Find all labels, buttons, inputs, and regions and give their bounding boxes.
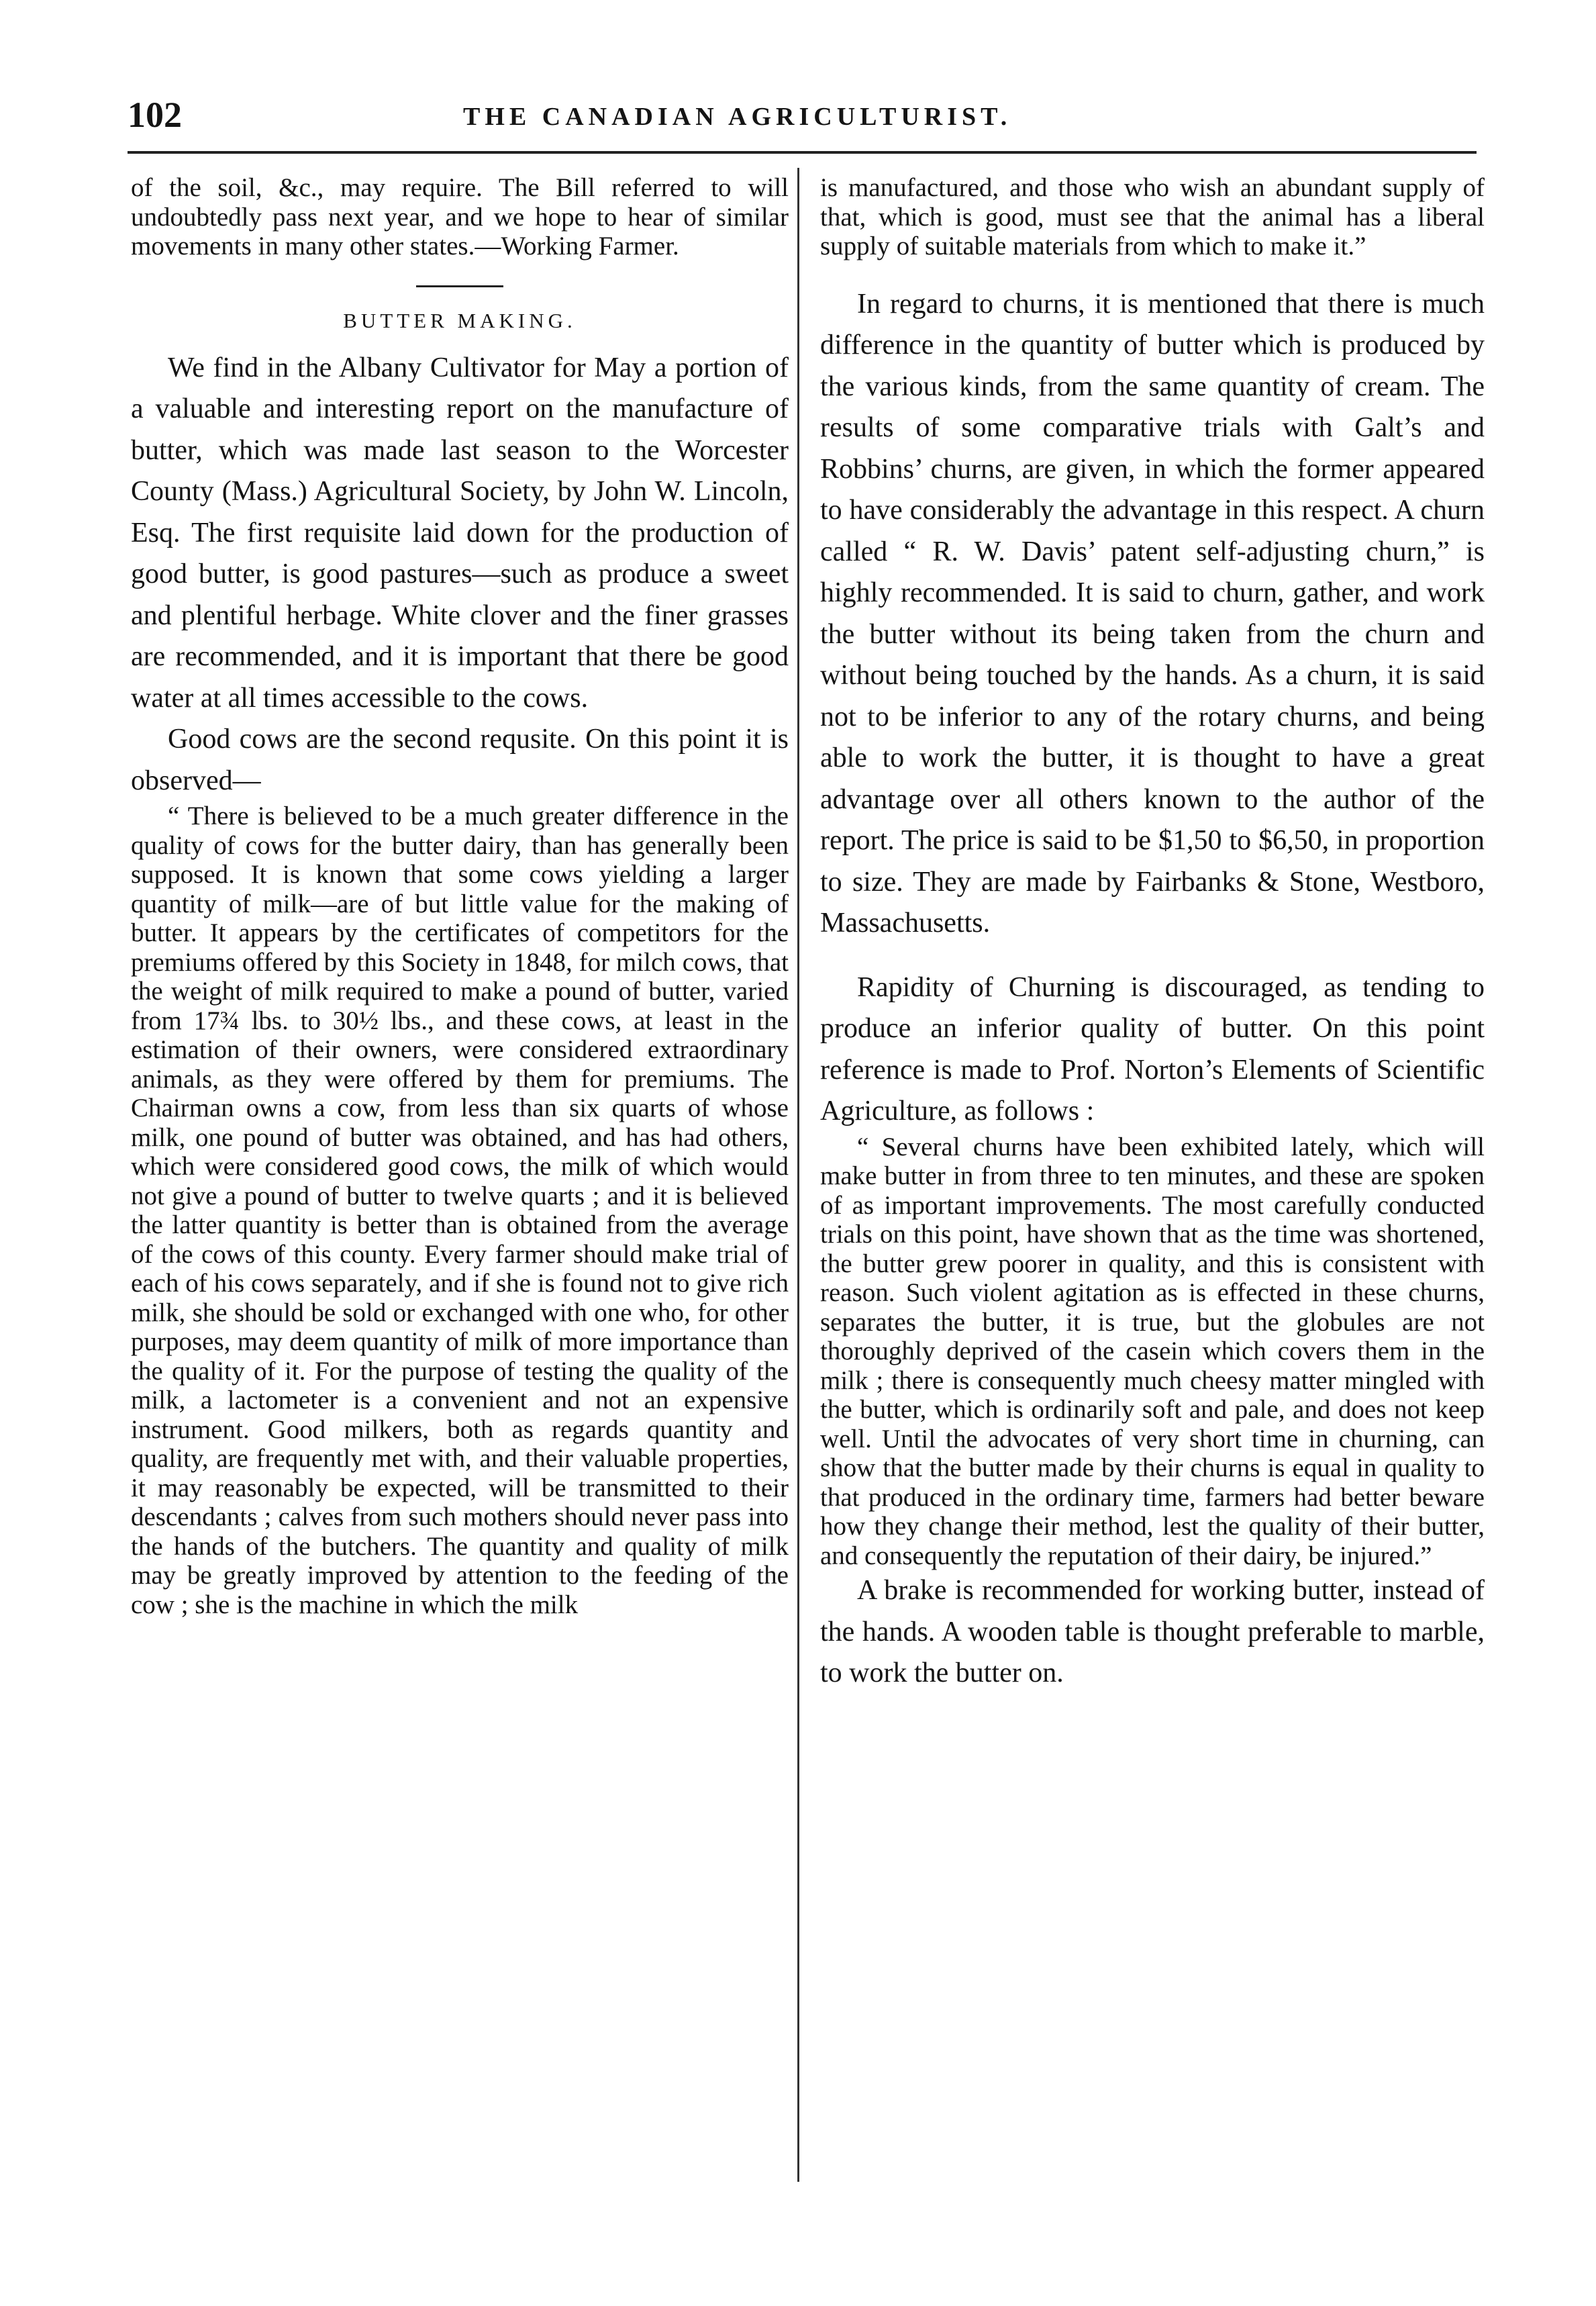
quote-cows: “ There is believed to be a much greater difference in the quality of cows for the butter dairy, than has generally been supposed. It is known that some cows yielding a larger quantity of milk—are of but little value for the making of butter. It appears by the certificates of competitors for the premiums offered by this Society in 1848, for milch cows, that the weight of milk required to make a pound of butter, varied from 17¾ lbs. to 30½ lbs., and these cows, at least in the estimation of their owners, were considered extraordinary animals, as they were offered by them for premiums. The Chairman owns a cow, from less than six quarts of whose milk, one pound of butter was obtained, and has had others, which were considered good cows, the milk of which would not give a pound of butter to twelve quarts ; and it is believed the latter quantity is better than is obtained from the average of the cows of this county. Every farmer should make trial of each of his cows separately, and if she is found not to give rich milk, she should be sold or exchanged with one who, for other purposes, may deem quantity of milk of more importance than the quality of it. For the purpose of testing the quality of the milk, a lactometer is a convenient and not an expensive instrument. Good milkers, both as regards quantity and quality, are frequently met with, and their valuable properties, it may reasonably be expected, will be transmitted to their descendants ; calves from such mothers should never pass into the hands of the butchers. The quantity and quality of milk may be greatly improved by attention to the feeding of the cow ; she is the machine in which the milk bbox=[131, 802, 789, 1619]
right-column bbox=[820, 173, 1485, 1694]
paragraph-manufactured: is manufactured, and those who wish an abundant supply of that, which is good, must see that the animal has a liberal supply of suitable materials from which to make it.” bbox=[820, 173, 1485, 260]
section-heading: BUTTER MAKING. bbox=[343, 308, 577, 332]
left-column bbox=[131, 173, 789, 1619]
paragraph-rapidity: Rapidity of Churning is discouraged, as tending to produce an inferior quality of butter. On this point reference is made to Prof. Norton’s Elements of Scientific Agriculture, as follows : bbox=[820, 971, 1485, 1126]
page-number: 102 bbox=[128, 95, 182, 135]
paragraph-working-farmer: of the soil, &c., may require. The Bill referred to will undoubtedly pass next year, and we hope to hear of similar movements in many other states.—Working Farmer. bbox=[131, 173, 789, 260]
paragraph-brake: A brake is recommended for working butter, instead of the hands. A wooden table is thought preferable to marble, to work the butter on. bbox=[820, 1575, 1485, 1688]
section-rule bbox=[416, 285, 503, 287]
paragraph-good-cows: Good cows are the second requsite. On this point it is observed— bbox=[131, 724, 789, 796]
paragraph-albany-cultivator: We find in the Albany Cultivator for May a portion of a valuable and interesting report on the manufacture of butter, which was made last season to the Worcester County (Mass.) Agricultural Society, by John W. Lincoln, Esq. The first requisite laid down for the production of good butter, is good pastures—such as produce a sweet and plentiful herbage. White clover and the finer grasses are recommended, and it is important that there be good water at all times accessible to the cows. bbox=[131, 352, 789, 714]
quote-norton: “ Several churns have been exhibited lately, which will make butter in from three to ten minutes, and these are spoken of as important improvements. The most carefully conducted trials on this point, have shown that as the time was shortened, the butter grew poorer in quality, and this is consistent with reason. Such violent agitation as is effected in these churns, separates the butter, it is true, but the globules are not thoroughly deprived of the casein which covers them in the milk ; there is consequently much cheesy matter mingled with the butter, which is ordinarily soft and pale, and does not keep well. Until the advocates of very short time in churning, can show that the butter made by their churns is equal in quality to that produced in the ordinary time, farmers had better beware how they change their method, lest the quality of their butter, and consequently the reputation of their dairy, be injured.” bbox=[820, 1132, 1485, 1570]
running-title: THE CANADIAN AGRICULTURIST. bbox=[463, 103, 1012, 131]
column-divider bbox=[797, 168, 799, 2182]
header-rule bbox=[128, 151, 1477, 154]
paragraph-churns: In regard to churns, it is mentioned that there is much difference in the quantity of butter which is produced by the various kinds, from the same quantity of cream. The results of some comparative trials with Galt’s and Robbins’ churns, are given, in which the former appeared to have considerably the advantage in this respect. A churn called “ R. W. Davis’ patent self-adjusting churn,” is highly recommended. It is said to churn, gather, and work the butter without its being taken from the churn and without being touched by the hands. As a churn, it is said not to be inferior to any of the rotary churns, and being able to work the butter, it is thought to have a great advantage over all others known to the author of the report. The price is said to be $1,50 to $6,50, in proportion to size. They are made by Fairbanks & Stone, Westboro, Massachusetts. bbox=[820, 288, 1485, 939]
